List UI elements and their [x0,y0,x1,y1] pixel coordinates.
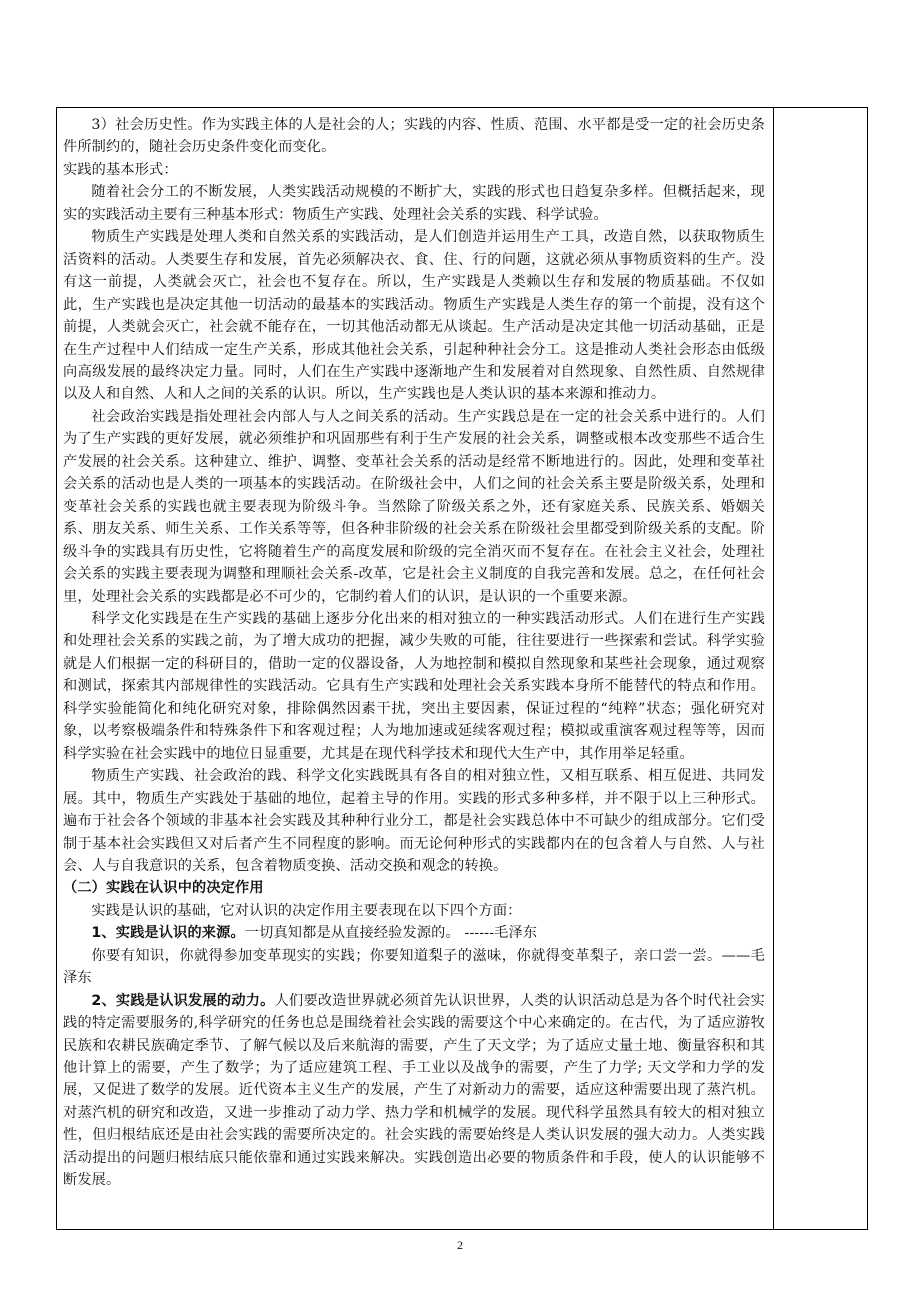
section-label-basic-forms: 实践的基本形式： [63,161,178,178]
paragraph-point-2 [63,990,765,1192]
content-cell [63,114,765,1192]
paragraph-decisive-intro: 实践是认识的基础，它对认识的决定作用主要表现在以下四个方面： [91,902,522,919]
point-1-title: 1、实践是认识的来源。 [91,925,245,942]
section-heading-2: （二）实践在认识中的决定作用 [63,880,264,897]
document-table [56,107,868,1230]
paragraph-relations: 物质生产实践、社会政治的践、科学文化实践既具有各自的相对独立性，又相互联系、相互促进、共同发展。其中，物质生产实践处于基础的地位，起着主导的作用。实践的形式多种多样，并不限于以上三种形式。遍布于社会各个领域的非基本社会实践及其种种行业分工，都是社会实践总体中不可缺少的组成部分。它们受制于基本社会实践但又对后者产生不同程度的影响。而无论何种形式的实践都内在的包含着人与自然、人与社会、人与自我意识的关系，包含着物质变换、活动交换和观念的转换。 [63,768,765,874]
point-1-text: 一切真知都是从直接经验发源的。 ------毛泽东 [244,925,538,942]
page-number: 2 [457,1238,463,1252]
paragraph-social-historicity: 3）社会历史性。作为实践主体的人是社会的人；实践的内容、性质、范围、水平都是受一定的社会历史条件所制约的，随社会历史条件变化而变化。 [63,117,765,156]
paragraph-point-1 [63,922,765,944]
paragraph-social-political: 社会政治实践是指处理社会内部人与人之间关系的活动。生产实践总是在一定的社会关系中进行的。人们为了生产实践的更好发展，就必须维护和巩固那些有利于生产发展的社会关系，调整或根本改变那些不适合生产发展的社会关系。这种建立、维护、调整、变革社会关系的活动是经常不断地进行的。因此，处理和变革社会关系的活动也是人类的一项基本的实践活动。在阶级社会中，人们之间的社会关系主要是阶级关系，处理和变革社会关系的实践也就主要表现为阶级斗争。当然除了阶级关系之外，还有家庭关系、民族关系、婚姻关系、朋友关系、师生关系、工作关系等等，但各种非阶级的社会关系在阶级社会里都受到阶级关系的支配。阶级斗争的实践具有历史性，它将随着生产的高度发展和阶级的完全消灭而不复存在。在社会主义社会，处理社会关系的实践主要表现为调整和理顺社会关系-改革，它是社会主义制度的自我完善和发展。总之，在任何社会里，处理社会关系的实践都是必不可少的，它制约着人们的认识，是认识的一个重要来源。 [63,408,765,605]
paragraph-quote-mao: 你要有知识，你就得参加变革现实的实践；你要知道梨子的滋味，你就得变革梨子，亲口尝一尝。——毛泽东 [63,947,765,987]
point-2-text: 人们要改造世界就必须首先认识世界，人类的认识活动总是为各个时代社会实践的特定需要服务的,科学研究的任务也总是围绕着社会实践的需要这个中心来确定的。在古代，为了适应游牧民族和农耕民族确定季节、了解气候以及后来航海的需要，产生了天文学；为了适应丈量土地、衡量容积和其他计算上的需要，产生了数学；为了适应建筑工程、手工业以及战争的需要，产生了力学; 天文学和力学的发展，又促进了数学的发展。近代资本主义生产的发展，产生了对新动力的需要，适应这种需要出现了蒸汽机。对蒸汽机的研究和改造，又进一步推动了动力学、热力学和机械学的发展。现代科学虽然具有较大的相对独立性，但归根结底还是由社会实践的需要所决定的。社会实践的需要始终是人类认识发展的强大动力。人类实践活动提出的问题归根结底只能依靠和通过实践来解决。实践创造出必要的物质条件和手段，使人的认识能够不断发展。 [63,992,765,1189]
paragraph-forms-intro: 随着社会分工的不断发展，人类实践活动规模的不断扩大，实践的形式也日趋复杂多样。但概括起来，现实的实践活动主要有三种基本形式：物质生产实践、处理社会关系的实践、科学试验。 [63,184,765,223]
paragraph-science-culture: 科学文化实践是在生产实践的基础上逐步分化出来的相对独立的一种实践活动形式。人们在进行生产实践和处理社会关系的实践之前，为了增大成功的把握，减少失败的可能，往往要进行一些探索和尝试。科学实验就是人们根据一定的科研目的，借助一定的仪器设备，人为地控制和模拟自然现象和某些社会现象，通过观察和测试，探索其内部规律性的实践活动。它具有生产实践和处理社会关系实践本身所不能替代的特点和作用。科学实验能简化和纯化研究对象，排除偶然因素干扰，突出主要因素，保证过程的“纯粹”状态；强化研究对象，以考察极端条件和特殊条件下和客观过程；人为地加速或延续客观过程；模拟或重演客观过程等等，因而科学实验在社会实践中的地位日显重要，尤其是在现代科学技术和现代大生产中，其作用举足轻重。 [63,610,765,762]
column-divider [773,108,774,1229]
point-2-title: 2、实践是认识发展的动力。 [91,992,275,1009]
paragraph-material-production: 物质生产实践是处理人类和自然关系的实践活动，是人们创造并运用生产工具，改造自然，以获取物质生活资料的活动。人类要生存和发展，首先必须解决衣、食、住、行的问题，这就必须从事物质资料的生产。没有这一前提，人类就会灭亡，社会也不复存在。所以，生产实践是人类赖以生存和发展的物质基础。不仅如此，生产实践也是决定其他一切活动的最基本的实践活动。物质生产实践是人类生存的第一个前提，没有这个前提，人类就会灭亡，社会就不能存在，一切其他活动都无从谈起。生产活动是决定其他一切活动基础，正是在生产过程中人们结成一定生产关系，形成其他社会关系，引起种种社会分工。这是推动人类社会形态由低级向高级发展的最终决定力量。同时，人们在生产实践中逐渐地产生和发展着对自然现象、自然性质、自然规律以及人和自然、人和人之间的关系的认识。所以，生产实践也是人类认识的基本来源和推动力。 [63,229,765,403]
